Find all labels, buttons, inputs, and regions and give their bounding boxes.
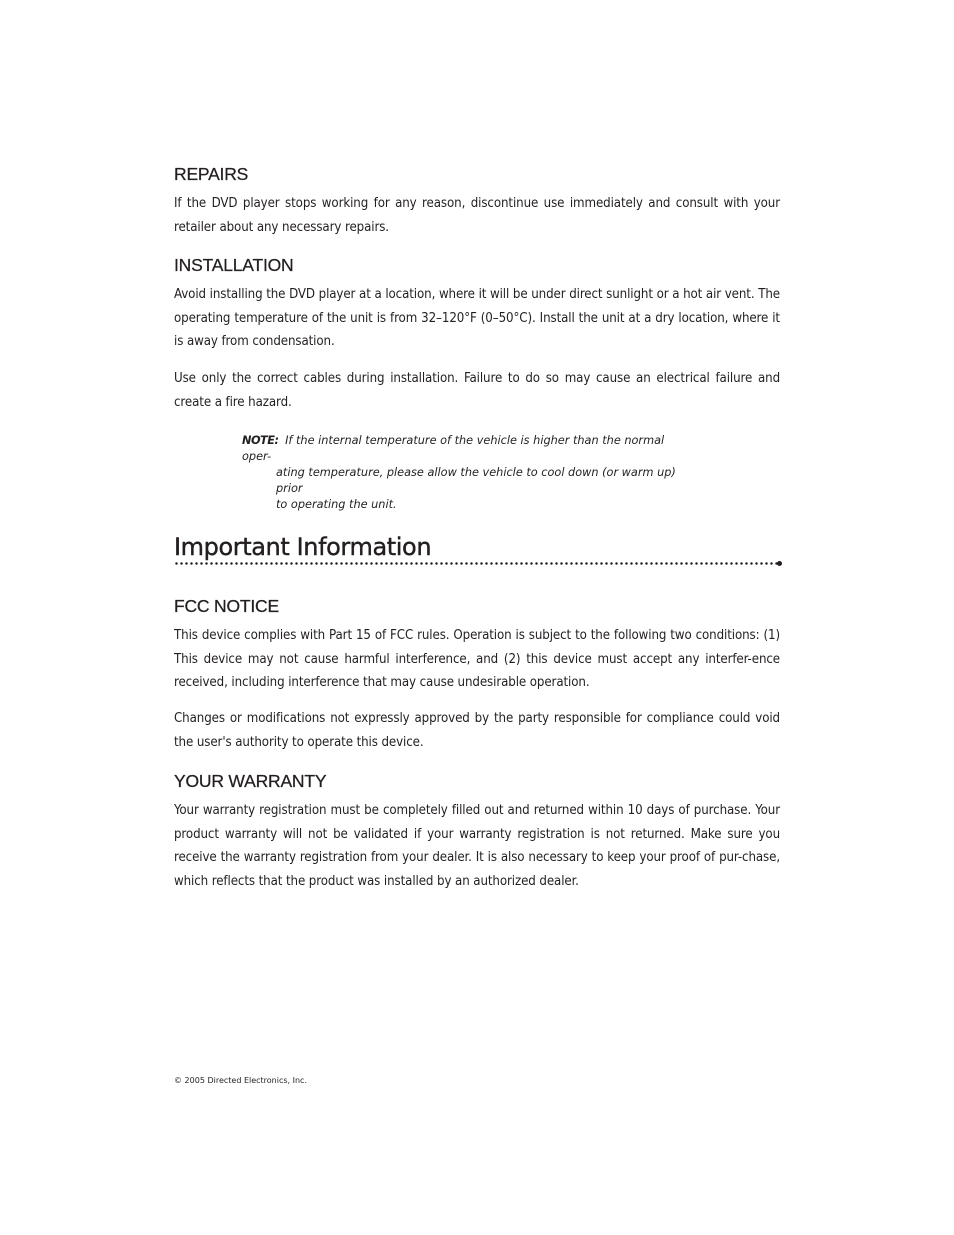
title-dotted-rule-end bbox=[777, 561, 782, 566]
warranty-paragraph: Your warranty registration must be completely filled out and returned within 10 days of purchase. Your product warranty will not be validated if your warranty registration is not returned. Make sure you receive the warranty registration from your dealer. It is also necessary to keep your proof of pur-chase, which reflects that the product was installed by an authorized dealer. bbox=[174, 803, 780, 889]
note-line-3: to operating the unit. bbox=[276, 498, 397, 511]
copyright-footer: © 2005 Directed Electronics, Inc. bbox=[174, 1076, 307, 1085]
note-line-2: ating temperature, please allow the vehicle to cool down (or warm up) prior bbox=[276, 466, 676, 495]
note-label: NOTE: bbox=[242, 434, 279, 447]
fcc-notice-heading: FCC NOTICE bbox=[174, 596, 279, 616]
note-line-1: If the internal temperature of the vehicle is higher than the normal oper- bbox=[242, 434, 665, 463]
installation-paragraph-2: Use only the correct cables during installation. Failure to do so may cause an electrical failure and create a fire hazard. bbox=[174, 371, 780, 410]
installation-note bbox=[242, 433, 682, 513]
important-information-title: Important Information bbox=[174, 533, 432, 561]
installation-heading: INSTALLATION bbox=[174, 255, 294, 275]
fcc-paragraph-1: This device complies with Part 15 of FCC rules. Operation is subject to the following two conditions: (1) This device may not cause harmful interference, and (2) this device must accept any interfer-ence received, including interference that may cause undesirable operation. bbox=[174, 628, 780, 690]
title-dotted-rule bbox=[174, 561, 780, 567]
repairs-heading: REPAIRS bbox=[174, 164, 249, 184]
fcc-paragraph-2: Changes or modifications not expressly approved by the party responsible for compliance could void the user's authority to operate this device. bbox=[174, 711, 780, 750]
installation-paragraph-1: Avoid installing the DVD player at a location, where it will be under direct sunlight or a hot air vent. The operating temperature of the unit is from 32–120°F (0–50°C). Install the unit at a dry location, where it is away from condensation. bbox=[174, 287, 780, 349]
repairs-paragraph: If the DVD player stops working for any reason, discontinue use immediately and consult with your retailer about any necessary repairs. bbox=[174, 196, 780, 235]
warranty-heading: YOUR WARRANTY bbox=[174, 771, 327, 791]
